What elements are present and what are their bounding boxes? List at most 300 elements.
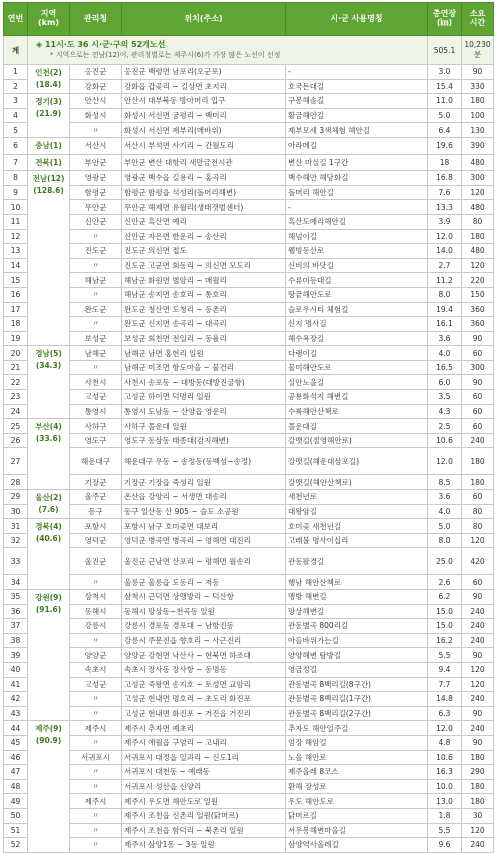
road-name-cell: 제주올레 8코스	[286, 765, 428, 780]
location-cell: 울진군 근남면 산포리 ~ 평해면 월송리	[122, 548, 286, 575]
row-number: 30	[4, 504, 28, 519]
row-number: 16	[4, 287, 28, 302]
header-location: 위치(주소)	[122, 3, 286, 36]
agency-cell: 남해군	[70, 346, 122, 361]
road-name-cell: 신지 명사길	[286, 317, 428, 332]
row-number: 52	[4, 838, 28, 853]
region-cell: 전남(12) (128.6)	[28, 171, 70, 346]
length-cell: 15.0	[428, 619, 462, 634]
length-cell: 15.0	[428, 604, 462, 619]
region-cell: 울산(2) (7.6)	[28, 490, 70, 519]
summary-label: 계	[4, 36, 28, 65]
length-cell: 6.2	[428, 590, 462, 605]
row-number: 46	[4, 750, 28, 765]
agency-cell: 기장군	[70, 475, 122, 490]
time-cell: 60	[462, 575, 494, 590]
header-region: 지역 (km)	[28, 3, 70, 36]
table-row	[4, 346, 494, 361]
road-name-cell: 수륙해안산책로	[286, 404, 428, 419]
row-number: 21	[4, 360, 28, 375]
time-cell: 180	[462, 779, 494, 794]
agency-cell: 동구	[70, 504, 122, 519]
row-number: 10	[4, 200, 28, 215]
length-cell: 9.6	[428, 838, 462, 853]
header-name: 시·군 사용명칭	[286, 3, 428, 36]
row-number: 50	[4, 808, 28, 823]
road-name-cell: 대왕암길	[286, 504, 428, 519]
row-number: 39	[4, 648, 28, 663]
location-cell: 신안군 흑산면 예리	[122, 214, 286, 229]
location-cell: 영덕군 병곡면 병곡리 ~ 영해면 대진리	[122, 533, 286, 548]
agency-cell: 옹진군	[70, 65, 122, 80]
table-row	[4, 419, 494, 434]
length-cell: 11.0	[428, 94, 462, 109]
agency-cell: 영도구	[70, 433, 122, 448]
agency-cell: 함평군	[70, 185, 122, 200]
row-number: 48	[4, 779, 28, 794]
location-cell: 완도군 청산면 도청리 ~ 동촌리	[122, 302, 286, 317]
agency-cell: 〃	[70, 287, 122, 302]
length-cell: 10.6	[428, 433, 462, 448]
agency-cell: 사하구	[70, 419, 122, 434]
agency-cell: 부안군	[70, 154, 122, 171]
length-cell: 4.0	[428, 346, 462, 361]
table-row	[4, 375, 494, 390]
agency-cell: 제주시	[70, 794, 122, 809]
row-number: 1	[4, 65, 28, 80]
road-name-cell: 행남 해안산책로	[286, 575, 428, 590]
agency-cell: 강릉시	[70, 619, 122, 634]
region-cell: 경남(5) (34.3)	[28, 346, 70, 419]
table-row	[4, 604, 494, 619]
location-cell: 통영시 도남동 ~ 산양읍 영운리	[122, 404, 286, 419]
time-cell: 120	[462, 185, 494, 200]
row-number: 8	[4, 171, 28, 186]
road-name-cell: 삼양역사올레길	[286, 838, 428, 853]
road-name-cell: 엄장 해암길	[286, 735, 428, 750]
location-cell: 해남군 화원면 별암리 ~ 매월리	[122, 273, 286, 288]
table-row	[4, 154, 494, 171]
table-row	[4, 79, 494, 94]
agency-cell: 속초시	[70, 662, 122, 677]
table-row	[4, 448, 494, 475]
length-cell: 2.5	[428, 419, 462, 434]
road-name-cell: 갈맷길(해안산책로)	[286, 475, 428, 490]
road-name-cell: 다랭이길	[286, 346, 428, 361]
agency-cell: 〃	[70, 317, 122, 332]
road-name-cell: 갈맷길(해운대삼포길)	[286, 448, 428, 475]
row-number: 25	[4, 419, 28, 434]
length-cell: 3.0	[428, 65, 462, 80]
location-cell: 영광군 백수읍 길용리 ~ 홍곡리	[122, 171, 286, 186]
row-number: 6	[4, 137, 28, 154]
road-name-cell: 관동별곡 8백리길(8구간)	[286, 677, 428, 692]
summary-text	[28, 36, 428, 65]
row-number: 45	[4, 735, 28, 750]
time-cell: 130	[462, 123, 494, 138]
table-row	[4, 721, 494, 736]
road-name-cell: 갈맷길(절영해안로)	[286, 433, 428, 448]
table-row	[4, 287, 494, 302]
row-number: 17	[4, 302, 28, 317]
road-name-cell: 관동팔경길	[286, 548, 428, 575]
location-cell: 함평군 함평읍 석성리(돌머리해변)	[122, 185, 286, 200]
location-cell: 옹진군 백령면 남포리(오군포)	[122, 65, 286, 80]
time-cell: 240	[462, 604, 494, 619]
agency-cell: 진도군	[70, 244, 122, 259]
row-number: 26	[4, 433, 28, 448]
region-cell: 전북(1)	[28, 154, 70, 171]
time-cell: 90	[462, 735, 494, 750]
row-number: 43	[4, 706, 28, 721]
location-cell: 고성군 죽왕면 송지호 ~ 토성면 교암리	[122, 677, 286, 692]
road-name-cell: 돌머리 해안길	[286, 185, 428, 200]
length-cell: 13.0	[428, 794, 462, 809]
length-cell: 13.3	[428, 200, 462, 215]
location-cell: 영도구 동삼동 태종대(감지해변)	[122, 433, 286, 448]
time-cell: 180	[462, 448, 494, 475]
location-cell: 화성시 서신면 제부리(매바위)	[122, 123, 286, 138]
table-row	[4, 171, 494, 186]
location-cell: 서귀포시 성산읍 신양리	[122, 779, 286, 794]
row-number: 37	[4, 619, 28, 634]
row-number: 36	[4, 604, 28, 619]
table-row	[4, 575, 494, 590]
row-number: 47	[4, 765, 28, 780]
row-number: 18	[4, 317, 28, 332]
row-number: 35	[4, 590, 28, 605]
time-cell: 180	[462, 750, 494, 765]
location-cell: 동해시 망상동~천곡동 일원	[122, 604, 286, 619]
location-cell: 삼척시 근덕면 상맹방리 ~ 덕산항	[122, 590, 286, 605]
time-cell: 80	[462, 214, 494, 229]
summary-line1: ◈ 11시·도 36 시·군·구의 52개노선	[36, 40, 166, 49]
table-row	[4, 794, 494, 809]
length-cell: 7.6	[428, 185, 462, 200]
agency-cell: 울주군	[70, 490, 122, 505]
location-cell: 진도군 의신면 접도	[122, 244, 286, 259]
length-cell: 3.9	[428, 214, 462, 229]
length-cell: 6.4	[428, 123, 462, 138]
summary-time: 10,230 분	[462, 36, 494, 65]
location-cell: 완도군 신지면 송곡리 ~ 대곡리	[122, 317, 286, 332]
length-cell: 5.5	[428, 648, 462, 663]
agency-cell: 〃	[70, 765, 122, 780]
location-cell: 강화읍 갑곶리 ~ 길상면 초지리	[122, 79, 286, 94]
table-row	[4, 765, 494, 780]
table-row	[4, 838, 494, 853]
length-cell: 6.0	[428, 375, 462, 390]
road-name-cell: 몰운대길	[286, 419, 428, 434]
agency-cell: 포항시	[70, 519, 122, 534]
road-name-cell: 땅끝해안도로	[286, 287, 428, 302]
agency-cell: 통영시	[70, 404, 122, 419]
length-cell: 14.8	[428, 692, 462, 707]
region-cell: 강원(9) (91.6)	[28, 590, 70, 721]
row-number: 34	[4, 575, 28, 590]
length-cell: 12.0	[428, 448, 462, 475]
location-cell: 고성군 현내면 화진포 ~ 거진읍 거진리	[122, 706, 286, 721]
table-row	[4, 331, 494, 346]
agency-cell: 동해시	[70, 604, 122, 619]
length-cell: 5.5	[428, 823, 462, 838]
road-name-cell: 구봉해솔길	[286, 94, 428, 109]
road-name-cell: 수류미등대길	[286, 273, 428, 288]
agency-cell: 무안군	[70, 200, 122, 215]
length-cell: 9.4	[428, 662, 462, 677]
road-name-cell: 환해 장성로	[286, 779, 428, 794]
length-cell: 6.3	[428, 706, 462, 721]
road-name-cell: 웰빙등산로	[286, 244, 428, 259]
road-name-cell: 닭머르길	[286, 808, 428, 823]
row-number: 38	[4, 633, 28, 648]
summary-length: 505.1	[428, 36, 462, 65]
road-name-cell: -	[286, 200, 428, 215]
location-cell: 제주시 추자면 예초리	[122, 721, 286, 736]
table-row	[4, 258, 494, 273]
location-cell: 신안군 자은면 한운리 ~ 송산리	[122, 229, 286, 244]
road-name-cell: 슬로우시티 체험길	[286, 302, 428, 317]
table-row	[4, 214, 494, 229]
table-row	[4, 648, 494, 663]
table-row	[4, 273, 494, 288]
agency-cell: 〃	[70, 779, 122, 794]
time-cell: 120	[462, 677, 494, 692]
length-cell: 1.8	[428, 808, 462, 823]
location-cell: 서귀포시 대정읍 일과리 ~ 신도1리	[122, 750, 286, 765]
agency-cell: 사천시	[70, 375, 122, 390]
row-number: 19	[4, 331, 28, 346]
road-name-cell: 관동별곡 800리길	[286, 619, 428, 634]
road-name-cell: 실안노을길	[286, 375, 428, 390]
agency-cell: 서귀포시	[70, 750, 122, 765]
agency-cell: 제주시	[70, 721, 122, 736]
table-row	[4, 779, 494, 794]
road-name-cell: 물미해안도로	[286, 360, 428, 375]
time-cell: 80	[462, 504, 494, 519]
row-number: 40	[4, 662, 28, 677]
time-cell: 360	[462, 302, 494, 317]
length-cell: 8.5	[428, 475, 462, 490]
length-cell: 18	[428, 154, 462, 171]
table-row	[4, 390, 494, 405]
time-cell: 80	[462, 519, 494, 534]
agency-cell: 강화군	[70, 79, 122, 94]
time-cell: 100	[462, 108, 494, 123]
length-cell: 12.0	[428, 229, 462, 244]
length-cell: 16.8	[428, 171, 462, 186]
table-row	[4, 823, 494, 838]
row-number: 27	[4, 448, 28, 475]
road-name-cell: -	[286, 65, 428, 80]
header-no: 연번	[4, 3, 28, 36]
road-name-cell: 제부모세 3색체험 해안길	[286, 123, 428, 138]
region-cell: 경기(3) (21.9)	[28, 94, 70, 138]
row-number: 20	[4, 346, 28, 361]
length-cell: 2.7	[428, 258, 462, 273]
agency-cell: 〃	[70, 692, 122, 707]
road-name-cell: 추자도 해안일주길	[286, 721, 428, 736]
region-cell: 경북(4) (40.6)	[28, 519, 70, 590]
row-number: 49	[4, 794, 28, 809]
location-cell: 해남군 송지면 송호리 ~ 통호리	[122, 287, 286, 302]
table-row	[4, 317, 494, 332]
location-cell: 울릉군 울릉읍 도동리 ~ 저동	[122, 575, 286, 590]
length-cell: 5.0	[428, 108, 462, 123]
row-number: 4	[4, 108, 28, 123]
road-name-cell: 아들바위가는길	[286, 633, 428, 648]
location-cell: 제주시 애월읍 구엄리 ~ 고내리	[122, 735, 286, 750]
length-cell: 3.5	[428, 390, 462, 405]
row-number: 24	[4, 404, 28, 419]
row-number: 15	[4, 273, 28, 288]
agency-cell: 삼척시	[70, 590, 122, 605]
table-row	[4, 706, 494, 721]
agency-cell: 영덕군	[70, 533, 122, 548]
road-name-cell: 관동별곡 8백리길(1구간)	[286, 692, 428, 707]
length-cell: 3.6	[428, 331, 462, 346]
table-row	[4, 94, 494, 109]
row-number: 2	[4, 79, 28, 94]
location-cell: 양양군 강현면 낙산사 ~ 현북면 하조대	[122, 648, 286, 663]
length-cell: 12.0	[428, 721, 462, 736]
time-cell: 220	[462, 273, 494, 288]
road-name-cell: 서우봉해변마을길	[286, 823, 428, 838]
road-name-cell: 황금해안길	[286, 108, 428, 123]
length-cell: 16.3	[428, 765, 462, 780]
length-cell: 11.2	[428, 273, 462, 288]
agency-cell: 〃	[70, 633, 122, 648]
time-cell: 420	[462, 548, 494, 575]
table-row	[4, 692, 494, 707]
length-cell: 10.6	[428, 750, 462, 765]
agency-cell: 〃	[70, 258, 122, 273]
time-cell: 300	[462, 360, 494, 375]
length-cell: 4.0	[428, 504, 462, 519]
road-name-cell: 백수해안 해당화길	[286, 171, 428, 186]
agency-cell: 〃	[70, 706, 122, 721]
time-cell: 90	[462, 590, 494, 605]
time-cell: 240	[462, 838, 494, 853]
location-cell: 제주시 조천읍 신촌리 일원(닭머르)	[122, 808, 286, 823]
row-number: 7	[4, 154, 28, 171]
length-cell: 19.4	[428, 302, 462, 317]
length-cell: 8.0	[428, 533, 462, 548]
road-name-cell: 호국돈대길	[286, 79, 428, 94]
location-cell: 화성시 서신면 궁평리 ~ 백미리	[122, 108, 286, 123]
table-row	[4, 490, 494, 505]
row-number: 29	[4, 490, 28, 505]
agency-cell: 해운대구	[70, 448, 122, 475]
length-cell: 5.0	[428, 519, 462, 534]
location-cell: 사천시 송포동 ~ 대방동(대방진굴항)	[122, 375, 286, 390]
region-cell: 충남(1)	[28, 137, 70, 154]
location-cell: 제주시 우도면 해안도로 일원	[122, 794, 286, 809]
table-row	[4, 244, 494, 259]
length-cell: 25.0	[428, 548, 462, 575]
table-row	[4, 302, 494, 317]
row-number: 14	[4, 258, 28, 273]
row-number: 51	[4, 823, 28, 838]
time-cell: 390	[462, 137, 494, 154]
table-row	[4, 808, 494, 823]
length-cell: 3.6	[428, 490, 462, 505]
length-cell: 16.1	[428, 317, 462, 332]
row-number: 33	[4, 548, 28, 575]
length-cell: 19.6	[428, 137, 462, 154]
length-cell: 16.5	[428, 360, 462, 375]
table-row	[4, 677, 494, 692]
row-number: 5	[4, 123, 28, 138]
row-number: 42	[4, 692, 28, 707]
length-cell: 7.7	[428, 677, 462, 692]
location-cell: 강릉시 주문진읍 향호리 ~ 사근진리	[122, 633, 286, 648]
location-cell: 제주시 조천읍 함덕리 ~ 북촌리 일원	[122, 823, 286, 838]
time-cell: 240	[462, 633, 494, 648]
road-name-cell: 호미곶 새천년길	[286, 519, 428, 534]
time-cell: 330	[462, 79, 494, 94]
location-cell: 제주시 삼양1동 ~ 3동 일원	[122, 838, 286, 853]
time-cell: 120	[462, 662, 494, 677]
road-name-cell: 해수욕장길	[286, 331, 428, 346]
road-name-cell: 고래불 명사이십리	[286, 533, 428, 548]
road-name-cell: 변산 마실길 1구간	[286, 154, 428, 171]
length-cell: 4.8	[428, 735, 462, 750]
table-row	[4, 590, 494, 605]
agency-cell: 울진군	[70, 548, 122, 575]
time-cell: 90	[462, 706, 494, 721]
agency-cell: 신안군	[70, 214, 122, 229]
agency-cell: 양양군	[70, 648, 122, 663]
location-cell: 고성군 하이면 덕명리 일원	[122, 390, 286, 405]
location-cell: 강릉시 경포동 경포대 ~ 남항진동	[122, 619, 286, 634]
location-cell: 서산시 부석면 사기리 ~ 간월도리	[122, 137, 286, 154]
row-number: 3	[4, 94, 28, 109]
header-agency: 관리청	[70, 3, 122, 36]
row-number: 23	[4, 390, 28, 405]
region-cell: 제주(9) (90.9)	[28, 721, 70, 852]
time-cell: 90	[462, 331, 494, 346]
time-cell: 120	[462, 533, 494, 548]
header-time: 소요 시간	[462, 3, 494, 36]
time-cell: 240	[462, 433, 494, 448]
time-cell: 60	[462, 419, 494, 434]
header-length: 총연장 (㎞)	[428, 3, 462, 36]
location-cell: 기장군 기장읍 죽성리 일원	[122, 475, 286, 490]
length-cell: 16.2	[428, 633, 462, 648]
agency-cell: 〃	[70, 823, 122, 838]
road-name-cell: 맹방 해변길	[286, 590, 428, 605]
agency-cell: 〃	[70, 575, 122, 590]
location-cell: 보성군 회천면 전일리 ~ 동율리	[122, 331, 286, 346]
summary-row	[4, 36, 494, 65]
agency-cell: 〃	[70, 360, 122, 375]
agency-cell: 화성시	[70, 108, 122, 123]
region-cell: 부산(4) (33.6)	[28, 419, 70, 490]
location-cell: 남해군 미조면 항도마을 ~ 물건리	[122, 360, 286, 375]
row-number: 32	[4, 533, 28, 548]
table-row	[4, 404, 494, 419]
road-name-cell: 공룡화석지 해변길	[286, 390, 428, 405]
length-cell: 10.0	[428, 779, 462, 794]
time-cell: 240	[462, 692, 494, 707]
table-row	[4, 229, 494, 244]
length-cell: 15.4	[428, 79, 462, 94]
time-cell: 120	[462, 258, 494, 273]
time-cell: 480	[462, 200, 494, 215]
location-cell: 온산읍 강양리 ~ 서생면 대송리	[122, 490, 286, 505]
time-cell: 60	[462, 390, 494, 405]
